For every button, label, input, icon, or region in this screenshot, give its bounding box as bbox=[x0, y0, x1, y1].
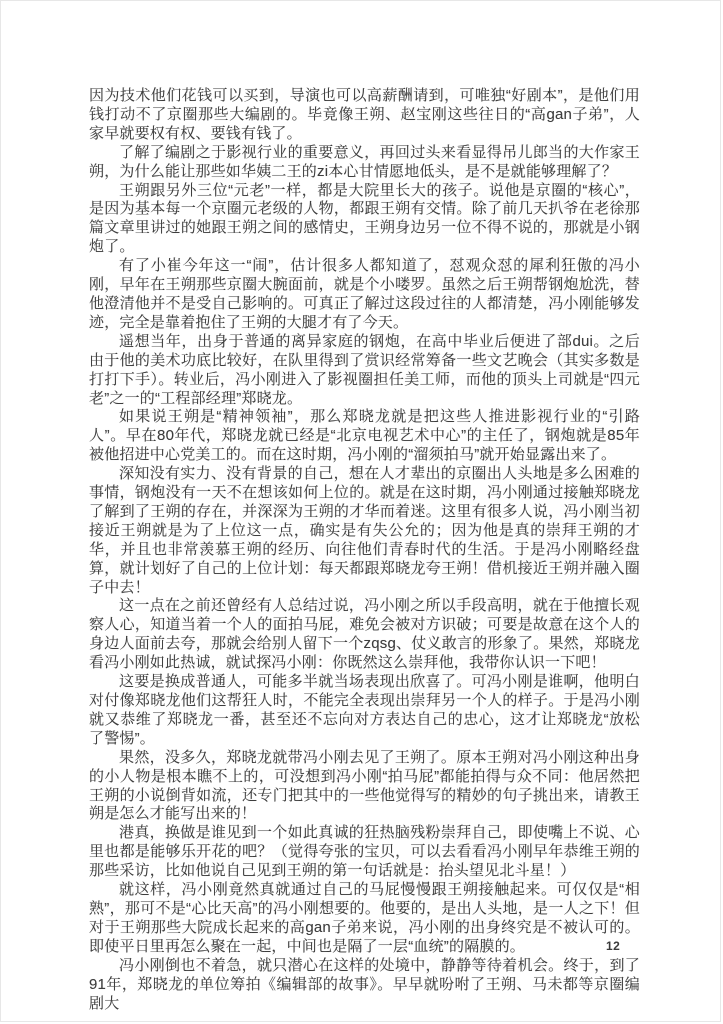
paragraph: 这一点在之前还曾经有人总结过说，冯小刚之所以手段高明，就在于他擅长观察人心，知道当着一个人的面拍马屁，难免会被对方识破；可要是故意在这个人的身边人面前去夸，那就会给别人留下一个zqsg、仗义敢言的形象了。果然，郑晓龙看冯小刚如此热诚，就试探冯小刚：你既然这么崇拜他，我带你认识一下吧！ bbox=[89, 597, 640, 672]
paragraph: 这要是换成普通人，可能多半就当场表现出欣喜了。可冯小刚是谁啊，他明白对付像郑晓龙他们这帮狂人时，不能完全表现出崇拜另一个人的样子。于是冯小刚就又恭维了郑晓龙一番，甚至还不忘向对方表达自己的忠心，这才让郑晓龙“放松了警惕”。 bbox=[89, 673, 640, 747]
page-number: 12 bbox=[606, 939, 621, 953]
paragraph: 冯小刚倒也不着急，就只潜心在这样的处境中，静静等待着机会。终于，到了91年，郑晓龙的单位筹拍《编辑部的故事》。早早就吩咐了王朔、马未都等京圈编剧大 bbox=[89, 956, 640, 1012]
paragraph: 果然，没多久，郑晓龙就带冯小刚去见了王朔了。原本王朔对冯小刚这种出身的小人物是根本瞧不上的，可没想到冯小刚“拍马屁”都能拍得与众不同：他居然把王朔的小说倒背如流，还专门把其中的一些他觉得写的精妙的句子挑出来，请教王朔是怎么才能写出来的！ bbox=[89, 748, 640, 823]
paragraph: 港真，换做是谁见到一个如此真诚的狂热脑残粉崇拜自己，即使嘴上不说、心里也都是能够乐开花的吧？（觉得夸张的宝贝，可以去看看冯小刚早年恭维王朔的那些采访，比如他说自己见到王朔的第一句话就是：抬头望见北斗星！） bbox=[89, 824, 640, 880]
paragraph: 有了小崔今年这一“闹”，估计很多人都知道了，怼观众怼的犀利狂傲的冯小刚，早年在王朔那些京圈大腕面前，就是个小喽罗。虽然之后王朔帮钢炮尬洗，替他澄清他并不是受自己影响的。可真正了解过这段过往的人都清楚，冯小刚能够发迹，完全是靠着抱住了王朔的大腿才有了今天。 bbox=[89, 257, 640, 331]
paragraph: 了解了编剧之于影视行业的重要意义，再回过头来看显得吊儿郎当的大作家王朔，为什么能让那些如华姨二王的zi本心甘情愿地低头，是不是就能够理解了？ bbox=[89, 143, 640, 180]
paragraph: 深知没有实力、没有背景的自己，想在人才辈出的京圈出人头地是多么困难的事情，钢炮没有一天不在想该如何上位的。就是在这时期，冯小刚通过接触郑晓龙了解到了王朔的存在，并深深为王朔的才华而着迷。这里有很多人说，冯小刚当初接近王朔就是为了上位这一点，确实是有失公允的；因为他是真的崇拜王朔的才华，并且也非常羡慕王朔的经历、向往他们青春时代的生活。于是冯小刚略经盘算，就计划好了自己的上位计划：每天都跟郑晓龙夸王朔！借机接近王朔并融入圈子中去！ bbox=[89, 465, 640, 596]
article-body bbox=[89, 87, 640, 1013]
paragraph: 如果说王朔是“精神领袖”，那么郑晓龙就是把这些人推进影视行业的“引路人”。早在80年代，郑晓龙就已经是“北京电视艺术中心”的主任了，钢炮就是85年被他招进中心党美工的。而在这时期，冯小刚的“溜须拍马”就开始显露出来了。 bbox=[89, 408, 640, 464]
paragraph: 遥想当年，出身于普通的离异家庭的钢炮，在高中毕业后便进了部dui。之后由于他的美术功底比较好，在队里得到了赏识经常筹备一些文艺晚会（其实多数是打打下手）。转业后，冯小刚进入了影视圈担任美工师，而他的顶头上司就是“四元老”之一的“工程部经理”郑晓龙。 bbox=[89, 332, 640, 407]
paragraph: 王朔跟另外三位“元老”一样，都是大院里长大的孩子。说他是京圈的“核心”，是因为基本每一个京圈元老级的人物，都跟王朔有交情。除了前几天扒爷在老徐那篇文章里讲过的她跟王朔之间的感情史，王朔身边另一位不得不说的，那就是小钢炮了。 bbox=[89, 181, 640, 256]
paragraph: 因为技术他们花钱可以买到，导演也可以高薪酬请到，可唯独“好剧本”，是他们用钱打动不了京圈那些大编剧的。毕竟像王朔、赵宝刚这些往日的“高gan子弟”，人家早就要权有权、要钱有钱了。 bbox=[89, 87, 640, 142]
paragraph: 就这样，冯小刚竟然真就通过自己的马屁慢慢跟王朔接触起来。可仅仅是“相熟”，那可不是“心比天高”的冯小刚想要的。他要的，是出人头地，是一人之下！但对于王朔那些大院成长起来的高gan子弟来说，冯小刚的出身终究是不被认可的。即使平日里再怎么聚在一起，中间也是隔了一层“血统”的隔膜的。 bbox=[89, 881, 640, 955]
